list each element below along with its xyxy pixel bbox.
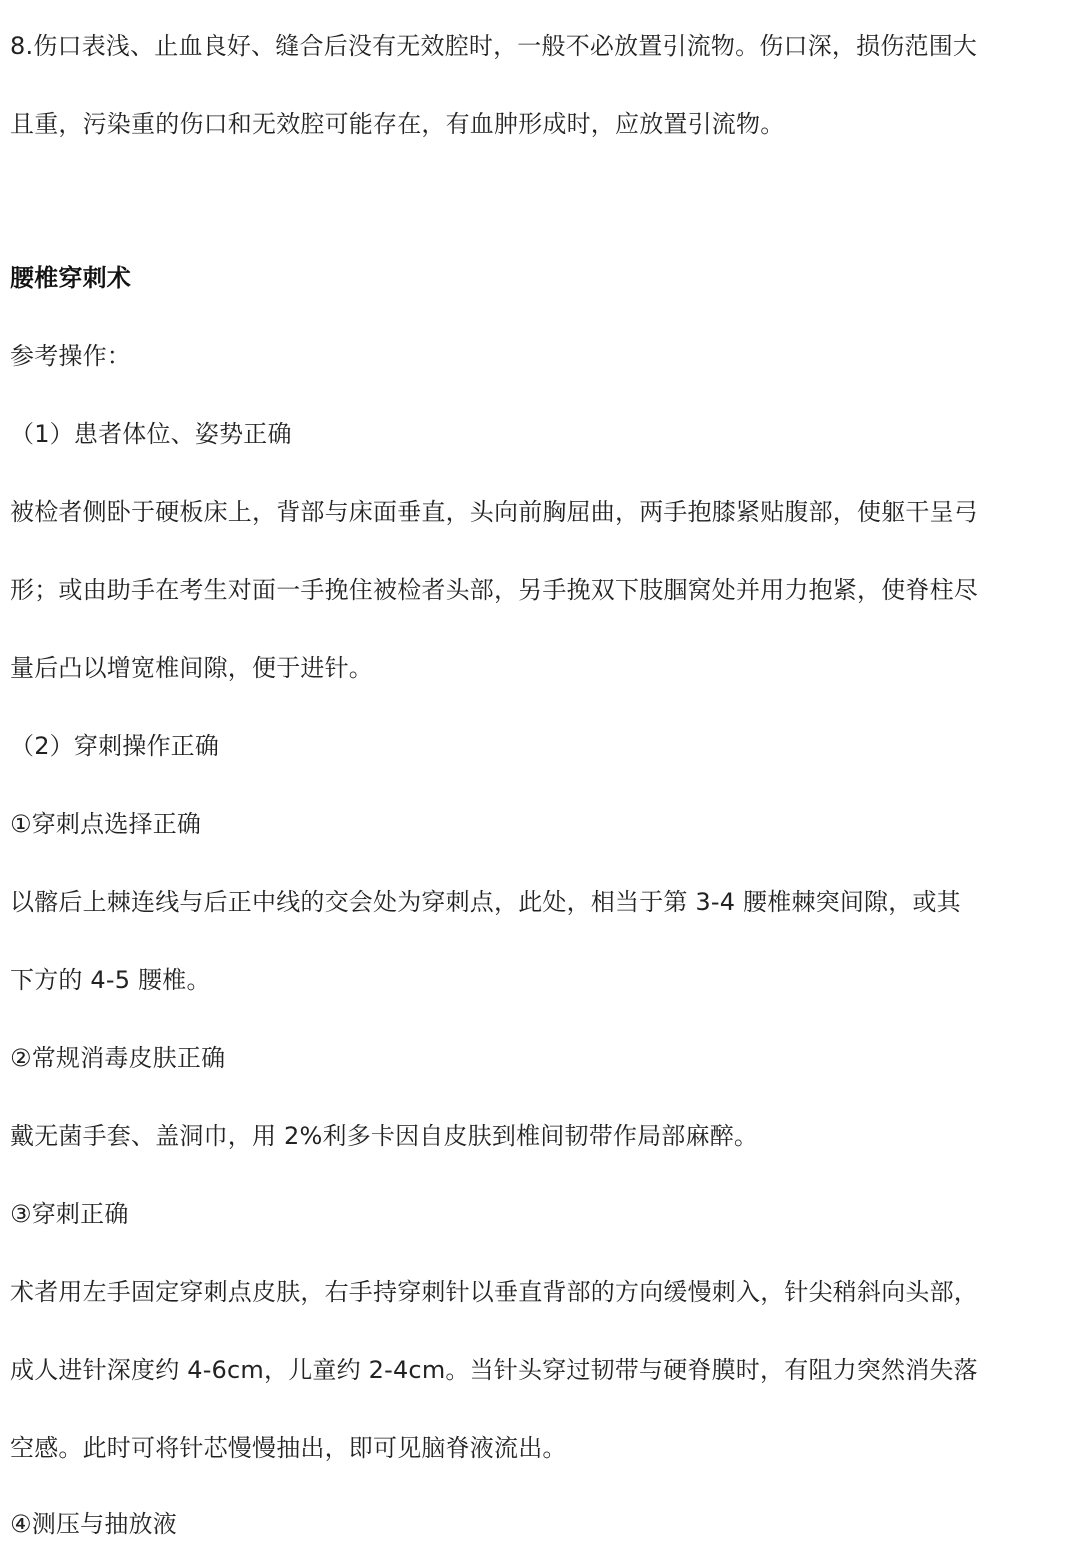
step-1-text-line-1: 以髂后上棘连线与后正中线的交会处为穿刺点，此处，相当于第 3-4 腰椎棘突间隙，或其 [10, 888, 961, 916]
step-3-heading: ③穿刺正确 [10, 1200, 129, 1228]
step-2-heading: ②常规消毒皮肤正确 [10, 1044, 226, 1072]
section-title: 腰椎穿刺术 [10, 264, 131, 292]
position-text-line-1: 被检者侧卧于硬板床上，背部与床面垂直，头向前胸屈曲，两手抱膝紧贴腹部，使躯干呈弓 [10, 498, 978, 526]
step-4-heading: ④测压与抽放液 [10, 1510, 177, 1538]
subheading-position: （1）患者体位、姿势正确 [10, 420, 292, 448]
step-1-heading: ①穿刺点选择正确 [10, 810, 202, 838]
step-3-text-line-3: 空感。此时可将针芯慢慢抽出，即可见脑脊液流出。 [10, 1434, 567, 1462]
step-2-text: 戴无菌手套、盖洞巾，用 2%利多卡因自皮肤到椎间韧带作局部麻醉。 [10, 1122, 759, 1150]
position-text-line-2: 形；或由助手在考生对面一手挽住被检者头部，另手挽双下肢腘窝处并用力抱紧，使脊柱尽 [10, 576, 978, 604]
position-text-line-3: 量后凸以增宽椎间隙，便于进针。 [10, 654, 373, 682]
reference-label: 参考操作： [10, 342, 131, 370]
paragraph-8-line-1: 8.伤口表浅、止血良好、缝合后没有无效腔时，一般不必放置引流物。伤口深，损伤范围大 [10, 32, 978, 60]
step-3-text-line-2: 成人进针深度约 4-6cm，儿童约 2-4cm。当针头穿过韧带与硬脊膜时，有阻力突然消失落 [10, 1356, 978, 1384]
step-1-text-line-2: 下方的 4-5 腰椎。 [10, 966, 211, 994]
subheading-procedure: （2）穿刺操作正确 [10, 732, 220, 760]
step-3-text-line-1: 术者用左手固定穿刺点皮肤，右手持穿刺针以垂直背部的方向缓慢刺入，针尖稍斜向头部， [10, 1278, 978, 1306]
paragraph-8-line-2: 且重，污染重的伤口和无效腔可能存在，有血肿形成时，应放置引流物。 [10, 110, 785, 138]
